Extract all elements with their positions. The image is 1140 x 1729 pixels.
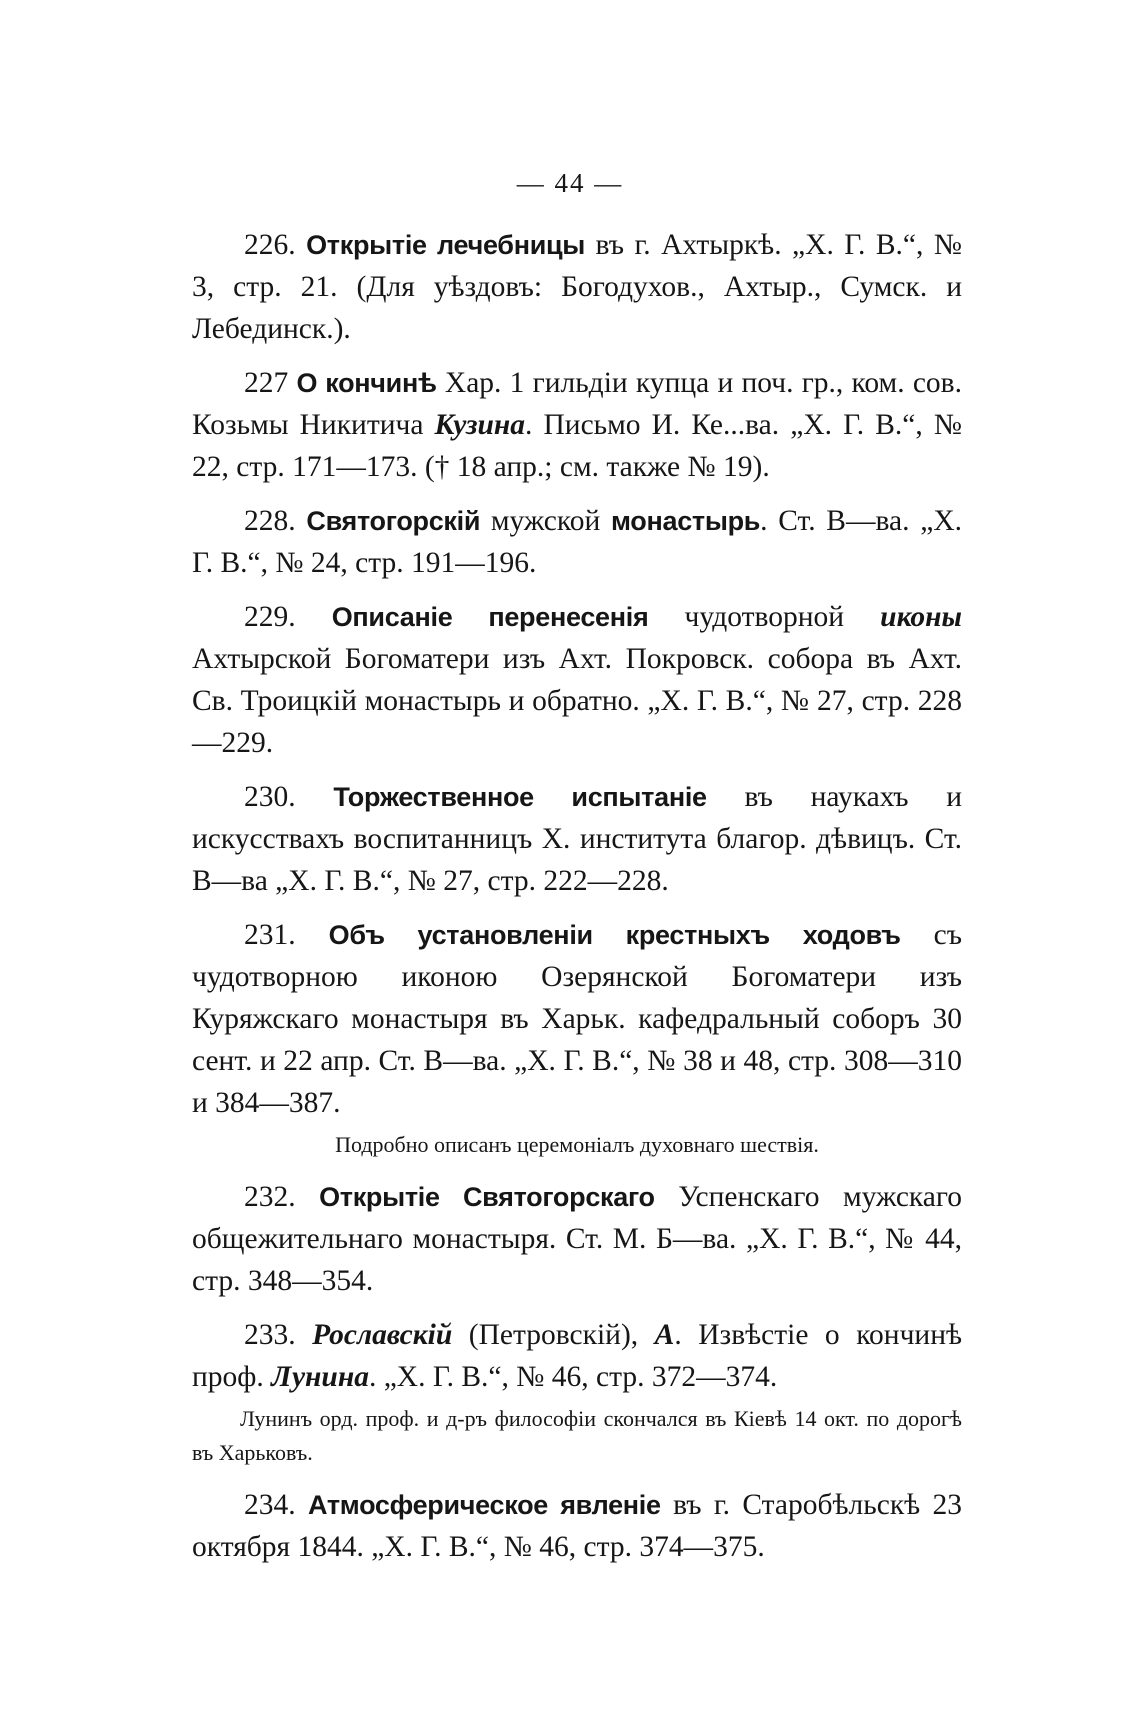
entry-231 — [192, 914, 962, 1124]
page-number: — 44 — — [516, 168, 624, 198]
entry-number: 232. — [244, 1181, 296, 1213]
entry-title: Открытіе Святогорскаго — [319, 1182, 655, 1212]
entry-title: Открытіе лечебницы — [306, 230, 586, 260]
entry-text: въ наукахъ и искусствахъ воспитанницъ Х. института благор. дѣвицъ. Ст. В—ва „Х. Г. В.“, № 27, стр. 222—228. — [192, 781, 963, 897]
entry-text: . Ст. В—ва. „Х. Г. В.“, № 24, стр. 191—196. — [192, 505, 963, 579]
entry-italic-name: Лунина — [271, 1361, 369, 1393]
entry-text: . Извѣстіе о кончинѣ проф. — [192, 1319, 963, 1393]
entry-note: Лунинъ орд. проф. и д-ръ философіи скончался въ Кіевѣ 14 окт. по дорогѣ въ Харьковъ. — [192, 1406, 962, 1465]
entry-title: Торжественное испытаніе — [333, 782, 707, 812]
entry-text: съ чудотворною иконою Озерянской Богоматери изъ Куряжскаго монастыря въ Харьк. кафедральный соборъ 30 сент. и 22 апр. Ст. В—ва. „Х. Г. В.“, № 38 и 48, стр. 308—310 и 384—387. — [192, 919, 962, 1119]
entry-title: Святогорскій — [306, 506, 481, 536]
entry-initial: А — [654, 1319, 675, 1351]
entry-230 — [192, 776, 962, 902]
entry-note: Подробно описанъ церемоніалъ духовнаго шествія. — [335, 1132, 819, 1157]
entry-232 — [192, 1176, 962, 1302]
entry-title: Описаніе перенесенія — [331, 602, 649, 632]
entry-number: 234. — [244, 1489, 296, 1521]
entry-text: (Петровскій), — [452, 1319, 655, 1351]
entry-text: . Письмо И. Ке...ва. „Х. Г. В.“, № 22, стр. 171—173. († 18 апр.; см. также № 19). — [192, 409, 962, 483]
entry-text: въ г. Ахтыркѣ. „Х. Г. В.“, № 3, стр. 21. (Для уѣздовъ: Богодухов., Ахтыр., Сумск. и Лебединск.). — [192, 229, 962, 345]
bibliography-list — [192, 224, 962, 1580]
entry-text: мужской — [480, 505, 611, 537]
entry-italic-name: Кузина — [434, 409, 526, 441]
entry-text: Хар. 1 гильдіи купца и поч. гр., ком. сов. Козьмы Никитича — [192, 367, 962, 441]
entry-title: Атмосферическое явленіе — [307, 1490, 661, 1520]
entry-227 — [192, 362, 962, 488]
entry-text: . „Х. Г. В.“, № 46, стр. 372—374. — [368, 1361, 778, 1393]
entry-233 — [192, 1314, 962, 1398]
entry-number: 231. — [244, 919, 296, 951]
entry-author: Рославскій — [312, 1319, 453, 1351]
entry-number: 229. — [244, 601, 296, 633]
entry-number: 230. — [244, 781, 296, 813]
entry-title: Объ установленіи крестныхъ ходовъ — [328, 920, 901, 950]
entry-text: чудотворной — [648, 601, 881, 633]
entry-226 — [192, 224, 962, 350]
entry-text: въ г. Старобѣльскѣ 23 октября 1844. „Х. Г. В.“, № 46, стр. 374—375. — [192, 1489, 963, 1563]
entry-number: 228. — [244, 505, 296, 537]
entry-title: О кончинѣ — [296, 368, 437, 398]
entry-number: 233. — [244, 1319, 296, 1351]
entry-228 — [192, 500, 962, 584]
entry-text: Успенскаго мужскаго общежительнаго монастыря. Ст. М. Б—ва. „Х. Г. В.“, № 44, стр. 348—354. — [192, 1181, 963, 1297]
entry-title: монастырь — [610, 506, 761, 536]
entry-italic-word: иконы — [880, 601, 963, 633]
entry-number: 227 — [244, 367, 289, 399]
entry-text: Ахтырской Богоматери изъ Ахт. Покровск. собора въ Ахт. Св. Троицкій монастырь и обратно. „Х. Г. В.“, № 27, стр. 228—229. — [192, 643, 962, 759]
entry-234 — [192, 1484, 962, 1568]
entry-number: 226. — [244, 229, 296, 261]
entry-229 — [192, 596, 962, 764]
